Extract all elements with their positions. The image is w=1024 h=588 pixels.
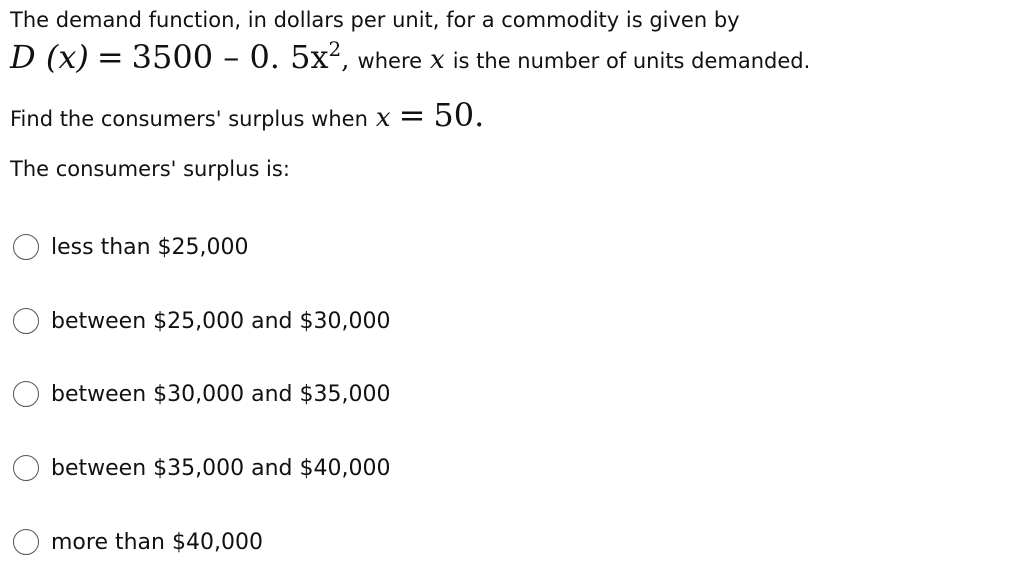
option-label: between $30,000 and $35,000 bbox=[51, 381, 391, 407]
answer-option-2[interactable] bbox=[13, 304, 390, 338]
option-label: more than $40,000 bbox=[51, 529, 263, 555]
radio-button[interactable] bbox=[13, 381, 39, 407]
question-intro bbox=[10, 8, 740, 32]
function-lhs: D (x) bbox=[10, 38, 89, 76]
radio-button[interactable] bbox=[13, 308, 39, 334]
answer-option-4[interactable] bbox=[13, 451, 390, 485]
radio-button[interactable] bbox=[13, 234, 39, 260]
where-variable: x bbox=[430, 45, 445, 75]
option-label: between $25,000 and $30,000 bbox=[51, 308, 391, 334]
function-equals: = bbox=[96, 38, 124, 76]
question-intro-text: The demand function, in dollars per unit, for a commodity is given by bbox=[10, 8, 740, 32]
find-equals: = bbox=[398, 96, 426, 134]
option-label: between $35,000 and $40,000 bbox=[51, 455, 391, 481]
demand-function-line bbox=[10, 38, 810, 76]
radio-button[interactable] bbox=[13, 455, 39, 481]
function-comma: , bbox=[341, 45, 350, 75]
function-exponent: 2 bbox=[328, 37, 342, 61]
answer-option-5[interactable] bbox=[13, 525, 263, 559]
option-label: less than $25,000 bbox=[51, 234, 249, 260]
units-demanded-text: is the number of units demanded. bbox=[452, 49, 811, 73]
find-text: Find the consumers' surplus when bbox=[10, 107, 368, 131]
radio-button[interactable] bbox=[13, 529, 39, 555]
where-text: where bbox=[357, 49, 423, 73]
answer-option-1[interactable] bbox=[13, 230, 249, 264]
function-rhs: 3500 – 0. 5x bbox=[131, 38, 329, 76]
answer-option-3[interactable] bbox=[13, 377, 390, 411]
surplus-prompt bbox=[10, 157, 290, 181]
find-variable: x bbox=[375, 103, 391, 133]
find-value: 50. bbox=[433, 96, 485, 134]
find-line bbox=[10, 96, 484, 134]
surplus-prompt-text: The consumers' surplus is: bbox=[10, 157, 290, 181]
